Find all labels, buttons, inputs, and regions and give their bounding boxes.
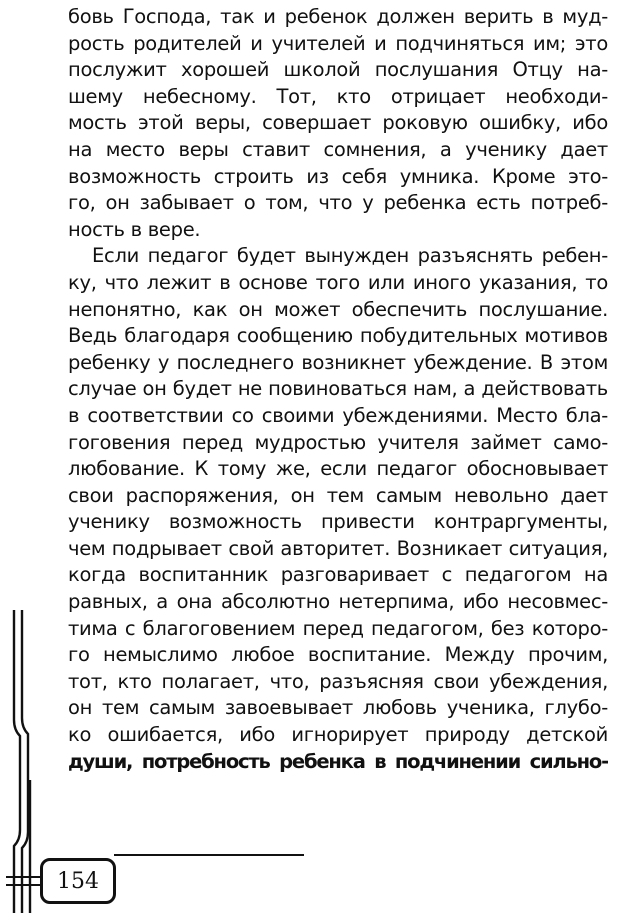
- text-line: мость этой веры, совершает роковую ошибку, ибо: [68, 111, 608, 135]
- page-number: 154: [40, 858, 116, 904]
- bottom-rule: [6, 884, 44, 886]
- text-line: го, он забывает о том, что у ребенка есть потреб-: [68, 191, 608, 215]
- text-line: он тем самым завоевывает любовь ученика, глубо-: [68, 696, 608, 720]
- bottom-rule: [6, 876, 44, 878]
- text-line: рость родителей и учителей и подчиняться им; это: [68, 31, 608, 55]
- text-line: Если педагог будет вынужден разъяснять ребен-: [92, 244, 608, 268]
- text-line: тот, кто полагает, что, разъясняя свои убеждения,: [68, 669, 608, 693]
- text-line: на место веры ставит сомнения, а ученику дает: [68, 137, 608, 161]
- text-line: равных, а она абсолютно нетерпима, ибо несовмес-: [68, 590, 608, 614]
- text-line: бовь Господа, так и ребенок должен верить в муд-: [68, 5, 608, 28]
- body-text: [68, 4, 608, 775]
- text-line: чем подрывает свой авторитет. Возникает ситуация,: [68, 536, 608, 560]
- text-line: в соответствии со своими убеждениями. Место бла-: [68, 403, 608, 427]
- text-line: когда воспитанник разговаривает с педагогом на: [68, 563, 608, 587]
- bottom-rule: [114, 854, 304, 856]
- text-line: шему небесному. Тот, кто отрицает необходи-: [68, 84, 608, 108]
- text-line: любование. К тому же, если педагог обосновывает: [68, 457, 608, 481]
- text-line: свои распоряжения, он тем самым невольно дает: [68, 483, 608, 507]
- text-line: гоговения перед мудростью учителя займет само-: [68, 430, 608, 454]
- text-line: послужит хорошей школой послушания Отцу на-: [68, 58, 608, 82]
- text-line: случае он будет не повиноваться нам, а действовать: [68, 377, 608, 401]
- text-line: ность в вере.: [68, 217, 201, 241]
- text-line: возможность строить из себя умника. Кроме это-: [68, 164, 608, 188]
- text-line: тима с благоговением перед педагогом, без которо-: [68, 616, 608, 640]
- text-line: ребенку у последнего возникнет убеждение. В этом: [68, 350, 608, 374]
- text-line: ко ошибается, ибо игнорирует природу детской: [68, 723, 608, 747]
- text-line: ку, что лежит в основе того или иного указания, то: [68, 270, 608, 294]
- text-line: го немыслимо любое воспитание. Между прочим,: [68, 643, 608, 667]
- text-line: непонятно, как он может обеспечить послушание.: [68, 297, 608, 321]
- text-line: ученику возможность привести контраргументы,: [68, 510, 608, 534]
- text-line: Ведь благодаря сообщению побудительных мотивов: [68, 324, 608, 348]
- text-line: души, потребность ребенка в подчинении сильно-: [68, 749, 608, 773]
